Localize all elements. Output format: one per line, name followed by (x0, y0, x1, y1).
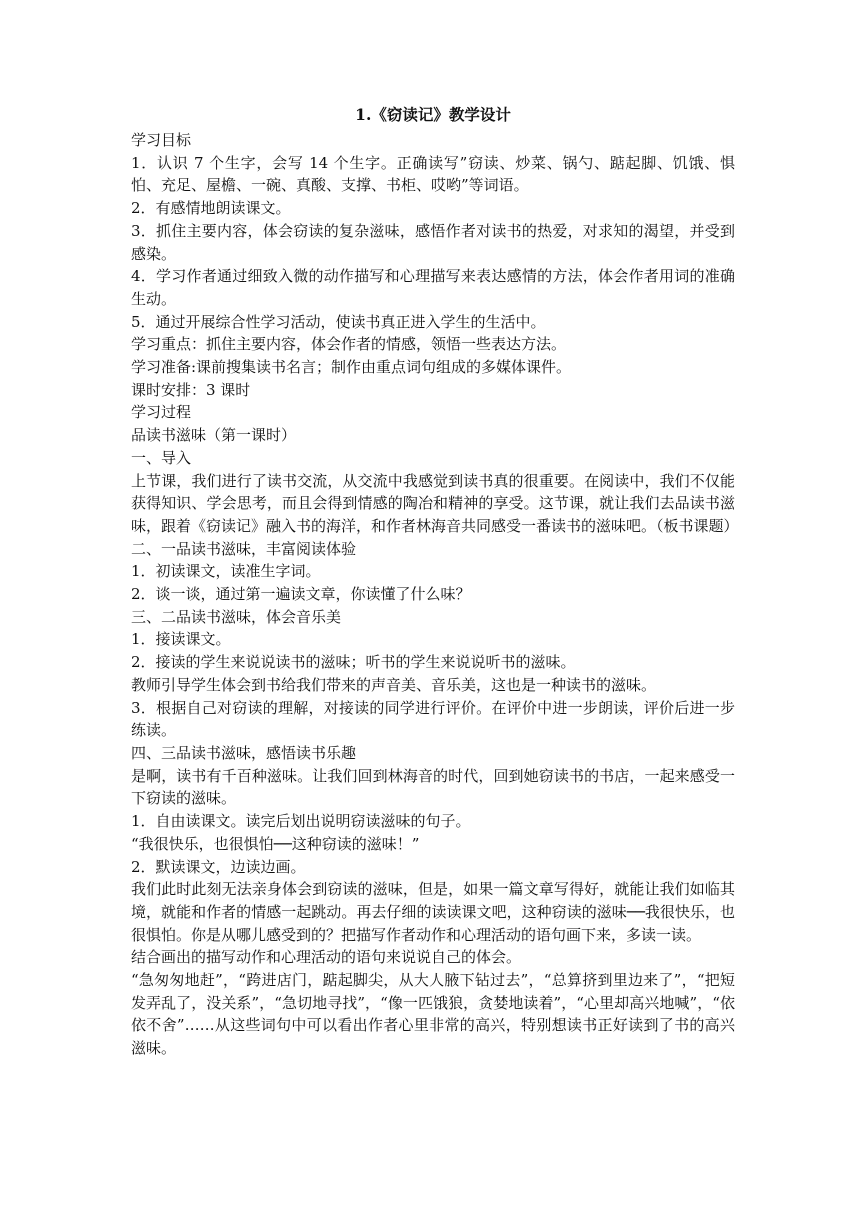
paragraph: 上节课，我们进行了读书交流，从交流中我感觉到读书真的很重要。在阅读中，我们不仅能获得知识、学会思考，而且会得到情感的陶冶和精神的享受。这节课，就让我们去品读书滋味，跟着《窃读记》融入书的海洋，和作者林海音共同感受一番读书的滋味吧。（板书课题） (131, 471, 739, 535)
paragraph: 1．接读课文。 (131, 630, 231, 649)
paragraph: 4．学习作者通过细致入微的动作描写和心理描写来表达感情的方法，体会作者用词的准确生动。 (131, 267, 735, 308)
document-body (131, 129, 739, 1060)
paragraph: 是啊，读书有千百种滋味。让我们回到林海音的时代，回到她窃读书的书店，一起来感受一下窃读的滋味。 (131, 766, 735, 808)
paragraph: 2．谈一谈，通过第一遍读文章，你读懂了什么味？ (131, 585, 471, 604)
paragraph: 学习重点：抓住主要内容，体会作者的情感，领悟一些表达方法。 (131, 335, 567, 354)
document-title: 1.《窃读记》教学设计 (355, 105, 511, 124)
paragraph: 学习目标 (131, 131, 192, 149)
paragraph: 教师引导学生体会到书给我们带来的声音美、音乐美，这也是一种读书的滋味。 (131, 675, 657, 694)
paragraph: 结合画出的描写动作和心理活动的语句来说说自己的体会。 (131, 948, 522, 967)
paragraph: 1．自由读课文。读完后划出说明窃读滋味的句子。 (131, 812, 471, 831)
paragraph: 一、导入 (131, 448, 192, 467)
paragraph: 1．认识 7 个生字，会写 14 个生字。正确读写”窃读、炒菜、锅勺、踮起脚、饥饿、惧怕、充足、屋檐、一碗、真酸、支撑、书柜、哎哟”等词语。 (131, 153, 735, 195)
paragraph: 二、一品读书滋味，丰富阅读体验 (131, 539, 357, 558)
paragraph: 5．通过开展综合性学习活动，使读书真正进入学生的生活中。 (131, 312, 546, 331)
document-page (131, 101, 739, 1060)
paragraph: 学习过程 (131, 403, 192, 422)
paragraph: 我们此时此刻无法亲身体会到窃读的滋味，但是，如果一篇文章写得好，就能让我们如临其境，就能和作者的情感一起跳动。再去仔细的读读课文吧，这种窃读的滋味──我很快乐，也很惧怕。你是从哪儿感受到的？把描写作者动作和心理活动的语句画下来，多读一读。 (131, 880, 735, 944)
paragraph: 品读书滋味（第一课时） (131, 426, 297, 445)
paragraph: 2．有感情地朗读课文。 (131, 199, 291, 218)
paragraph: “我很快乐，也很惧怕──这种窃读的滋味！” (131, 834, 420, 853)
paragraph: 学习准备:课前搜集读书名言；制作由重点词句组成的多媒体课件。 (131, 358, 572, 377)
paragraph: 三、二品读书滋味，体会音乐美 (131, 607, 342, 626)
paragraph: 1．初读课文，读准生字词。 (131, 562, 321, 581)
paragraph: 2．接读的学生来说说读书的滋味；听书的学生来说说听书的滋味。 (131, 653, 576, 672)
paragraph: 3．根据自己对窃读的理解，对接读的同学进行评价。在评价中进一步朗读，评价后进一步练读。 (131, 698, 735, 740)
paragraph: 2．默读课文，边读边画。 (131, 857, 306, 876)
paragraph: 四、三品读书滋味，感悟读书乐趣 (131, 743, 357, 762)
paragraph: 课时安排：3 课时 (131, 380, 251, 399)
paragraph: 3．抓住主要内容，体会窃读的复杂滋味，感悟作者对读书的热爱，对求知的渴望，并受到感染。 (131, 221, 735, 263)
paragraph: “急匆匆地赶”，“跨进店门，踮起脚尖，从大人腋下钻过去”，“总算挤到里边来了”，“把短发弄乱了，没关系”，“急切地寻找”，“像一匹饿狼，贪婪地读着”，“心里却高兴地喊”，“依依不舍”……从这些词句中可以看出作者心里非常的高兴，特别想读书正好读到了书的高兴滋味。 (131, 971, 735, 1058)
